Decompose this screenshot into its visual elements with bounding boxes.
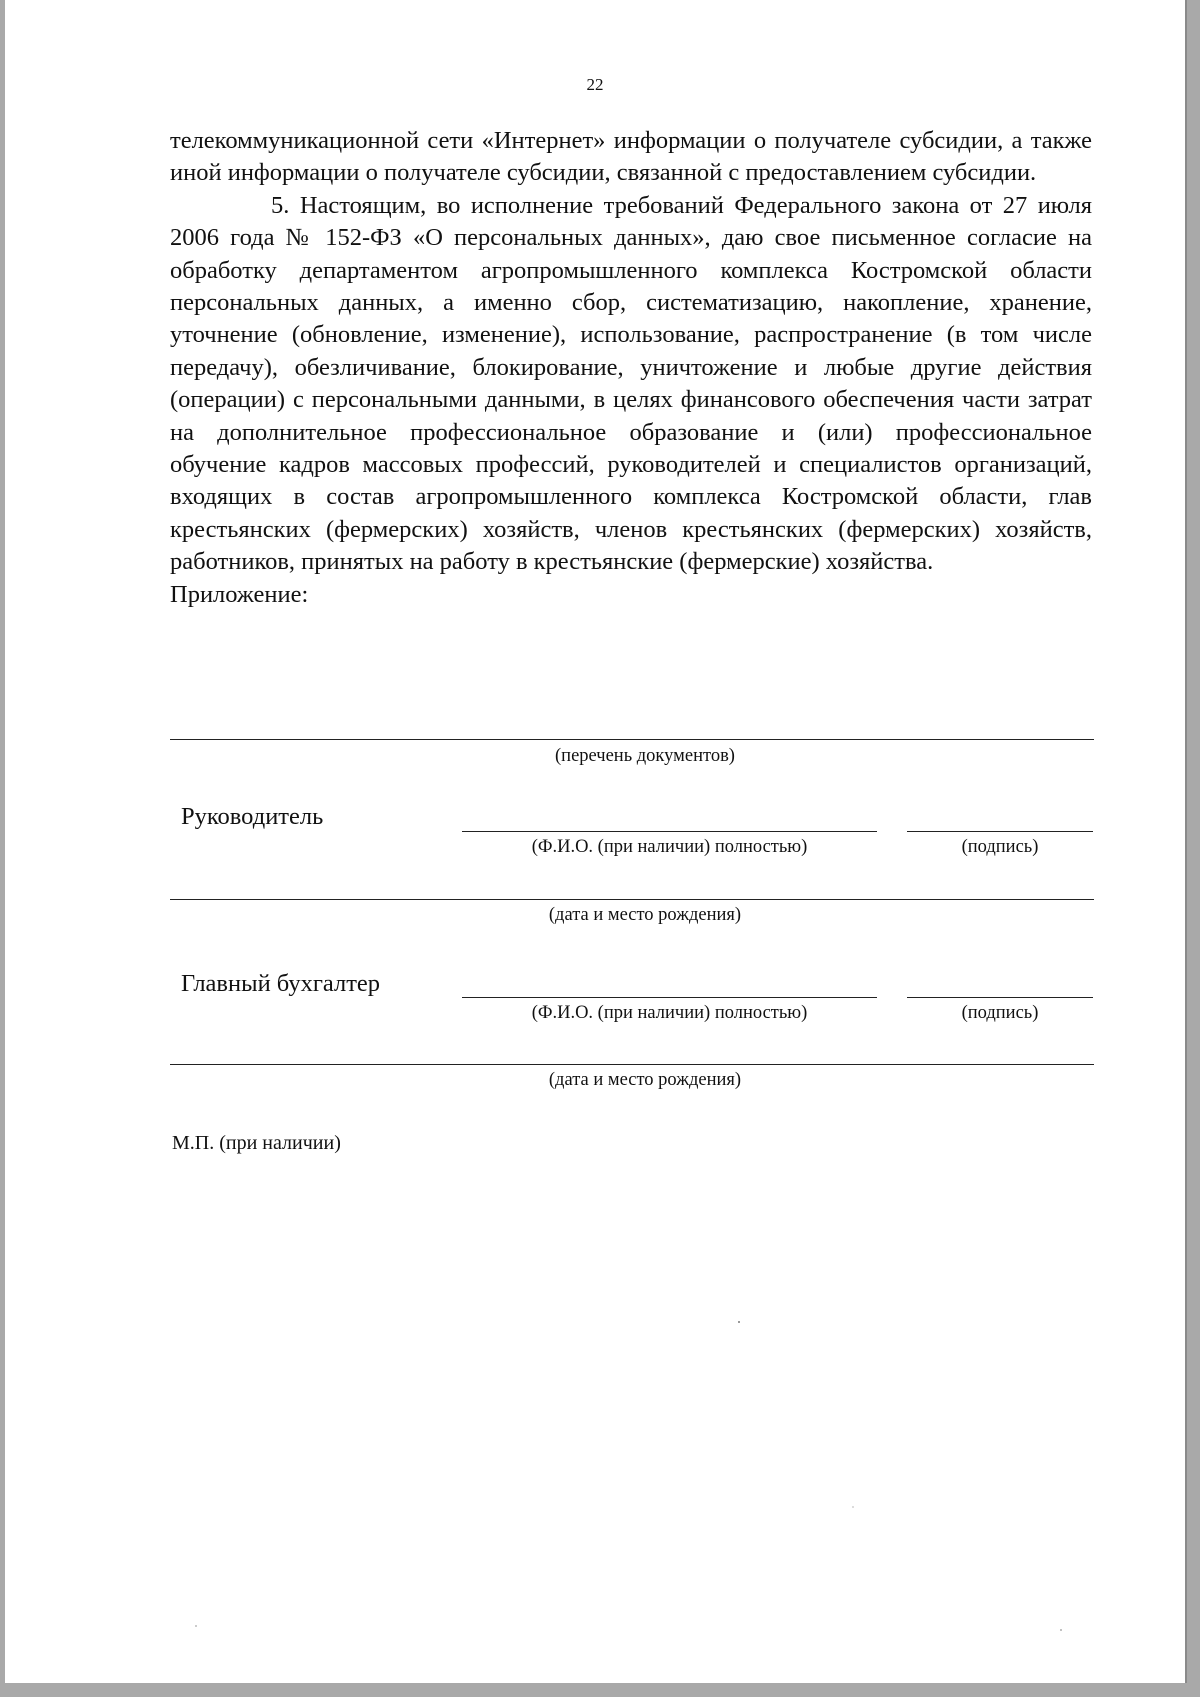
page-number: 22 [586,75,604,94]
paragraph-consent: 5. Настоящим, во исполнение требований Федерального закона от 27 июля 2006 года № 152-ФЗ «О персональных данных», даю свое письменное согласие на обработку департаментом агропромышленного комплекса Костромской области персональных данных, а именно сбор, систематизацию, накопление, хранение, уточнение (обновление, изменение), использование, распространение (в том числе передачу), обезличивание, блокирование, уничтожение и любые другие действия (операции) с персональными данными, в целях финансового обеспечения части затрат на дополнительное профессиональное образование и (или) профессиональное обучение кадров массовых профессий, руководителей и специалистов организаций, входящих в состав агропромышленного комплекса Костромской области, глав крестьянских (фермерских) хозяйств, членов крестьянских (фермерских) хозяйств, работников, принятых на работу в крестьянские (фермерские) хозяйства. [170,191,1092,576]
scan-speck [738,1321,740,1323]
head-signature-line [907,831,1093,832]
signatory-role-accountant: Главный бухгалтер [181,970,381,997]
accountant-birth-caption: (дата и место рождения) [548,1070,742,1090]
attachments-heading: Приложение: [170,580,309,608]
accountant-birth-line [170,1064,1094,1065]
head-signature-caption: (подпись) [961,837,1039,857]
accountant-name-line [462,997,877,998]
attachments-line [170,739,1094,740]
document-page [5,0,1187,1683]
scan-speck [195,1625,197,1627]
scan-speck [1060,1629,1062,1631]
attachments-caption: (перечень документов) [555,746,735,766]
head-name-caption: (Ф.И.О. (при наличии) полностью) [531,837,808,857]
document-body [170,125,1092,611]
accountant-signature-caption: (подпись) [961,1003,1039,1023]
accountant-name-caption: (Ф.И.О. (при наличии) полностью) [531,1003,808,1023]
head-birth-line [170,899,1094,900]
accountant-signature-line [907,997,1093,998]
head-name-line [462,831,877,832]
stamp-note: М.П. (при наличии) [172,1132,341,1154]
signatory-role-head: Руководитель [181,803,324,830]
scan-speck [852,1506,854,1508]
paragraph-continuation: телекоммуникационной сети «Интернет» информации о получателе субсидии, а также иной информации о получателе субсидии, связанной с предоставлением субсидии. [170,127,1092,187]
head-birth-caption: (дата и место рождения) [548,905,742,925]
